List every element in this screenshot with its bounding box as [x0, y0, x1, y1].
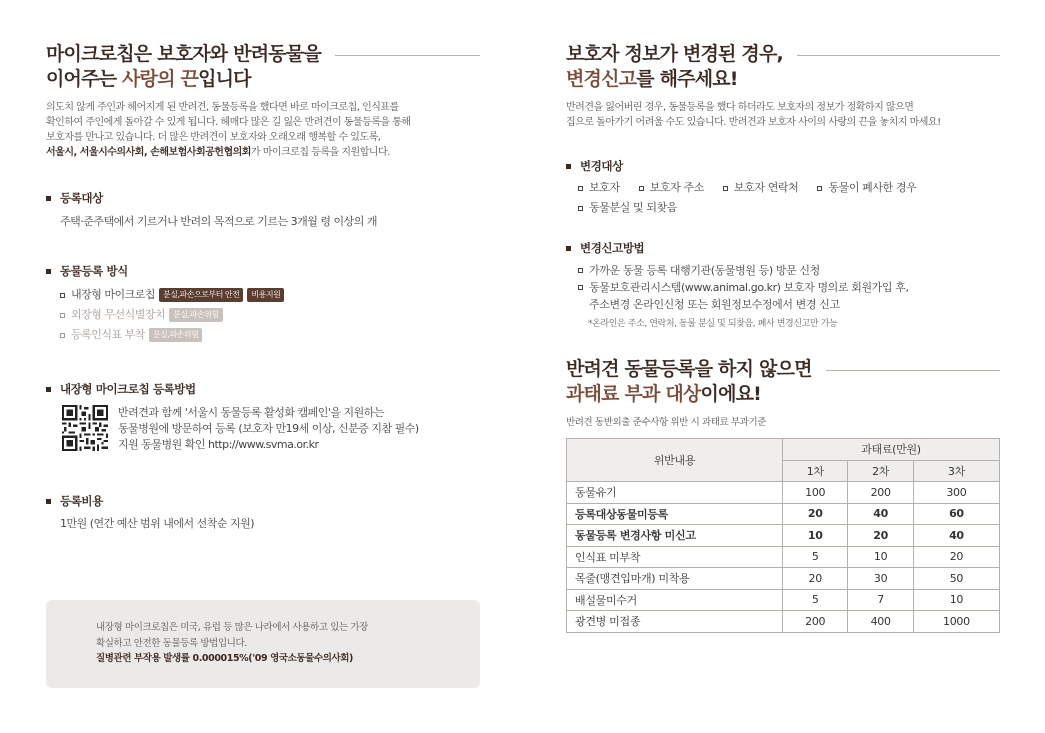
fine-cell: 7	[848, 589, 913, 611]
bullet-icon	[566, 164, 571, 169]
change-title	[566, 158, 1000, 174]
left-title-pre: 이어주는	[46, 68, 123, 90]
change-item-label: 보호자	[589, 181, 620, 194]
change-item-label: 보호자 주소	[649, 181, 704, 194]
target-title-text: 등록대상	[60, 191, 103, 205]
fine-caption: 반려견 동반외출 준수사항 위반 시 과태료 부과기준	[566, 417, 767, 428]
change-item	[723, 178, 798, 198]
intro-sponsors: 서울시, 서울시수의사회, 손해보험사회공헌협의회	[46, 147, 251, 158]
change-item-label: 동물분실 및 되찾음	[589, 201, 678, 214]
change-item	[639, 178, 704, 198]
fine-section	[566, 357, 1000, 633]
howto-text	[118, 405, 419, 453]
method-item	[60, 325, 480, 345]
fine-title-line2	[566, 382, 1000, 407]
fine-cell: 20	[848, 525, 913, 547]
violation-cell: 동물등록 변경사항 미신고	[567, 525, 783, 547]
square-bullet-icon	[723, 186, 728, 191]
square-bullet-icon	[60, 333, 65, 338]
fine-cell: 10	[848, 546, 913, 568]
fine-cell: 20	[783, 503, 848, 525]
left-column	[46, 42, 480, 531]
left-title-accent: 사랑의 끈	[122, 68, 199, 90]
violation-cell: 목줄(맹견입마개) 미착용	[567, 568, 783, 590]
right-intro	[566, 100, 1000, 130]
square-bullet-icon	[578, 206, 583, 211]
change-items	[578, 178, 1000, 198]
report-title	[566, 240, 1000, 256]
target-body: 주택·준주택에서 기르거나 반려의 목적으로 기르는 3개월 령 이상의 개	[60, 215, 377, 228]
change-item-label: 동물이 폐사한 경우	[828, 181, 917, 194]
left-title-post: 입니다	[198, 68, 251, 90]
note-line: 내장형 마이크로칩은 미국, 유럽 등 많은 나라에서 사용하고 있는 가장	[96, 622, 368, 633]
title-divider	[335, 55, 480, 56]
howto-link[interactable]: 지원 동물병원 확인 http://www.svma.or.kr	[118, 438, 319, 451]
report-note: *온라인은 주소, 연락처, 동물 분실 및 되찾음, 폐사 변경신고만 가능	[588, 319, 838, 329]
intro-line: 의도치 않게 주인과 헤어지게 된 반려견, 동물등록을 했다면 바로 마이크로칩, 인식표를	[46, 102, 399, 113]
badge-cost-support: 비용지원	[247, 288, 284, 302]
target-title	[46, 190, 480, 206]
badge-risk: 분실,파손위험	[149, 328, 202, 342]
violation-cell: 인식표 미부착	[567, 546, 783, 568]
badge-risk: 분실,파손위험	[169, 308, 222, 322]
right-title-post: 를 해주세요!	[636, 68, 738, 90]
fine-cell: 10	[783, 525, 848, 547]
method-title-text: 동물등록 방식	[60, 264, 128, 278]
col-violation-header: 위반내용	[567, 439, 783, 482]
method-section	[46, 263, 480, 345]
cost-section	[46, 493, 480, 531]
col-fine-header: 과태료(만원)	[783, 439, 1000, 461]
report-item-label: 동물보호관리시스템(www.animal.go.kr) 보호자 명의로 회원가입 후,	[589, 281, 909, 294]
square-bullet-icon	[60, 313, 65, 318]
table-row	[567, 568, 1000, 590]
table-row	[567, 482, 1000, 504]
left-title-line1: 마이크로칩은 보호자와 반려동물을	[46, 43, 321, 65]
violation-cell: 광견병 미접종	[567, 611, 783, 633]
fine-title-accent: 과태료 부과 대상	[566, 383, 701, 405]
square-bullet-icon	[817, 186, 822, 191]
method-item-label: 외장형 무선식별장치	[71, 308, 166, 321]
note-line: 확실하고 안전한 동물등록 방법입니다.	[96, 637, 247, 649]
bullet-icon	[46, 499, 51, 504]
fine-cell: 40	[913, 525, 999, 547]
method-item	[60, 305, 480, 325]
howto-section	[46, 381, 480, 453]
qr-code-icon[interactable]	[62, 405, 108, 451]
fine-cell: 20	[913, 546, 999, 568]
howto-line: 반려견과 함께 '서울시 동물등록 활성화 캠페인'을 지원하는	[118, 406, 385, 419]
fine-cell: 400	[848, 611, 913, 633]
intro-line: 반려견을 잃어버린 경우, 동물등록을 했다 하더라도 보호자의 정보가 정확하지 않으면	[566, 102, 914, 113]
col-1st-header: 1차	[783, 460, 848, 482]
fine-cell: 200	[783, 611, 848, 633]
fine-title-post: 이에요!	[700, 383, 762, 405]
square-bullet-icon	[639, 186, 644, 191]
title-divider	[797, 55, 1000, 56]
cost-title	[46, 493, 480, 509]
table-row	[567, 503, 1000, 525]
intro-line	[46, 145, 480, 160]
square-bullet-icon	[578, 285, 583, 290]
left-title-row	[46, 42, 480, 67]
right-title-accent: 변경신고	[566, 68, 637, 90]
bullet-icon	[566, 246, 571, 251]
violation-cell: 등록대상동물미등록	[567, 503, 783, 525]
right-title-line1: 보호자 정보가 변경된 경우,	[566, 43, 783, 65]
right-title-line2	[566, 67, 1000, 92]
microchip-note-box	[46, 600, 480, 688]
table-row	[567, 525, 1000, 547]
violation-cell: 동물유기	[567, 482, 783, 504]
change-items	[578, 198, 1000, 218]
report-item-label: 가까운 동물 등록 대행기관(동물병원 등) 방문 신청	[589, 264, 820, 277]
fine-cell: 100	[783, 482, 848, 504]
change-item	[578, 198, 677, 218]
right-title-row	[566, 42, 1000, 67]
title-divider	[826, 370, 1000, 371]
change-item	[817, 178, 916, 198]
change-item-label: 보호자 연락처	[733, 181, 799, 194]
fine-cell: 20	[783, 568, 848, 590]
method-item-label: 등록인식표 부착	[71, 328, 145, 341]
howto-title-text: 내장형 마이크로칩 등록방법	[60, 382, 196, 396]
report-item-cont: 주소변경 온라인신청 또는 회원정보수정에서 변경 신고	[589, 298, 840, 311]
fine-cell: 300	[913, 482, 999, 504]
method-item	[60, 285, 480, 305]
violation-cell: 배설물미수거	[567, 589, 783, 611]
fine-cell: 30	[848, 568, 913, 590]
target-section	[46, 190, 480, 229]
fine-title-row	[566, 357, 1000, 382]
bullet-icon	[46, 269, 51, 274]
intro-line: 보호자를 만나고 있습니다. 더 많은 반려견이 보호자와 오래오래 행복할 수 있도록,	[46, 132, 381, 143]
howto-title	[46, 381, 480, 397]
fine-cell: 10	[913, 589, 999, 611]
square-bullet-icon	[60, 293, 65, 298]
change-item	[578, 178, 620, 198]
change-section	[566, 158, 1000, 218]
square-bullet-icon	[578, 268, 583, 273]
left-intro	[46, 100, 480, 160]
note-line	[96, 651, 480, 667]
intro-tail: 가 마이크로칩 등록을 지원합니다.	[250, 147, 390, 158]
howto-row	[62, 405, 480, 453]
report-item	[578, 279, 1000, 296]
fine-cell: 1000	[913, 611, 999, 633]
right-column	[566, 42, 1000, 633]
report-item	[578, 262, 1000, 279]
fine-table	[566, 438, 1000, 633]
bullet-icon	[46, 387, 51, 392]
fine-cell: 5	[783, 589, 848, 611]
col-3rd-header: 3차	[913, 460, 999, 482]
method-title	[46, 263, 480, 279]
cost-title-text: 등록비용	[60, 494, 103, 508]
intro-line: 집으로 돌아가기 어려울 수도 있습니다. 반려견과 보호자 사이의 사랑의 끈을 놓치지 마세요!	[566, 117, 941, 128]
report-list	[578, 262, 1000, 313]
fine-title-line1: 반려견 동물등록을 하지 않으면	[566, 358, 812, 380]
left-title-line2	[46, 67, 480, 92]
badge-safe: 분실,파손으로부터 안전	[159, 288, 243, 302]
method-list	[60, 285, 480, 345]
howto-line: 동물병원에 방문하여 등록 (보호자 만19세 이상, 신분증 지참 필수)	[118, 422, 419, 435]
method-item-label: 내장형 마이크로칩	[71, 288, 156, 301]
change-title-text: 변경대상	[580, 159, 623, 173]
note-side-effect-rate: 질병관련 부작용 발생률 0.000015%('09 영국소동물수의사회)	[96, 653, 354, 664]
table-row	[567, 611, 1000, 633]
report-title-text: 변경신고방법	[580, 241, 645, 255]
fine-cell: 60	[913, 503, 999, 525]
square-bullet-icon	[578, 186, 583, 191]
fine-cell: 40	[848, 503, 913, 525]
col-2nd-header: 2차	[848, 460, 913, 482]
table-row	[567, 546, 1000, 568]
intro-line: 확인하여 주인에게 돌아갈 수 있게 됩니다. 헤매다 많은 길 잃은 반려견이 동물등록을 통해	[46, 117, 411, 128]
report-section	[566, 240, 1000, 329]
fine-cell: 50	[913, 568, 999, 590]
fine-cell: 200	[848, 482, 913, 504]
fine-cell: 5	[783, 546, 848, 568]
cost-body: 1만원 (연간 예산 범위 내에서 선착순 지원)	[60, 517, 255, 530]
bullet-icon	[46, 196, 51, 201]
table-row	[567, 589, 1000, 611]
